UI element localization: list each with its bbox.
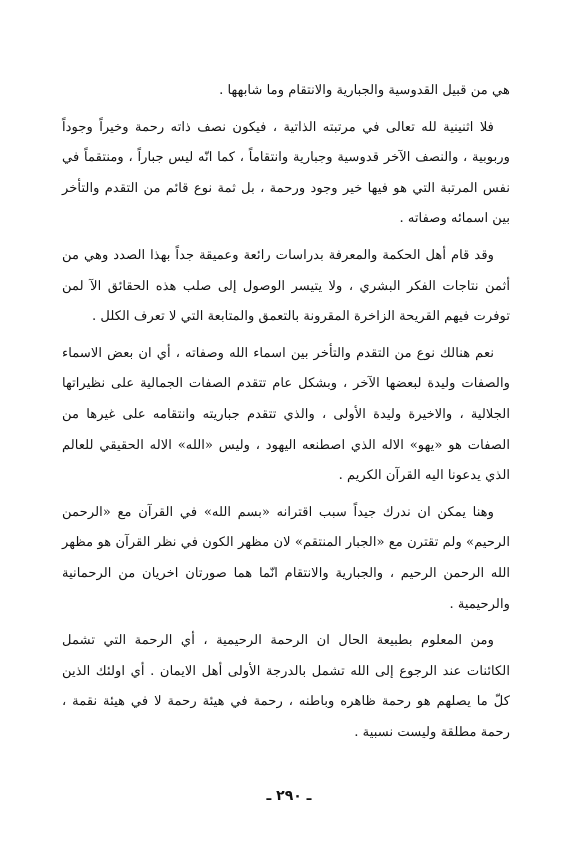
page-body: [62, 76, 510, 754]
paragraph: فلا اثنينية لله تعالى في مرتبته الذاتية ، فيكون نصف ذاته رحمة وخيراً وجوداً وربوبية ، والنصف الآخر قدوسية وجبارية وانتقاماً ، كما انّه ليس جباراً ، ومنتقماً في نفس المرتبة التي هو فيها خير وجود ورحمة ، بل ثمة نوع قائم من التقدم والتأخر بين اسمائه وصفاته .: [62, 119, 510, 227]
page-number: ـ ٢٩٠ ـ: [266, 788, 312, 804]
paragraph: هي من قبيل القدوسية والجبارية والانتقام وما شابهها .: [219, 83, 510, 98]
paragraph: وهنا يمكن ان ندرك جيداً سبب اقترانه «بسم الله» في القرآن مع «الرحمن الرحيم» ولم تقترن مع «الجبار المنتقم» لان مظهر الكون في نظر القرآن هو مظهر الله الرحمن الرحيم ، والجبارية والانتقام انّما هما صورتان اخريان من الرحمانية والرحيمية .: [62, 504, 510, 612]
paragraph: ومن المعلوم بطبيعة الحال ان الرحمة الرحيمية ، أي الرحمة التي تشمل الكائنات عند الرجوع إلى الله تشمل بالدرجة الأولى أهل الايمان . أي اولئك الذين كلّ ما يصلهم هو رحمة ظاهره وباطنه ، رحمة في هيئة رحمة لا في هيئة نقمة ، رحمة مطلقة وليست نسبية .: [62, 633, 510, 740]
paragraph: نعم هنالك نوع من التقدم والتأخر بين اسماء الله وصفاته ، أي ان بعض الاسماء والصفات وليدة لبعضها الآخر ، وبشكل عام تتقدم الصفات الجمالية على نظيراتها الجلالية ، والاخيرة وليدة الأولى ، والذي تتقدم جباريته وانتقامه على غيرها من الصفات هو «يهو» الاله الذي اصطنعه اليهود ، وليس «الله» الاله الحقيقي للعالم الذي يدعونا اليه القرآن الكريم .: [62, 345, 510, 484]
paragraph: وقد قام أهل الحكمة والمعرفة بدراسات رائعة وعميقة جداً بهذا الصدد وهي من أثمن نتاجات الفكر البشري ، ولا يتيسر الوصول إلى صلب هذه الحقائق الآ لمن توفرت فيهم القريحة الزاخرة المقرونة بالتعمق والمتابعة التي لا تعرف الكلل .: [62, 247, 510, 325]
